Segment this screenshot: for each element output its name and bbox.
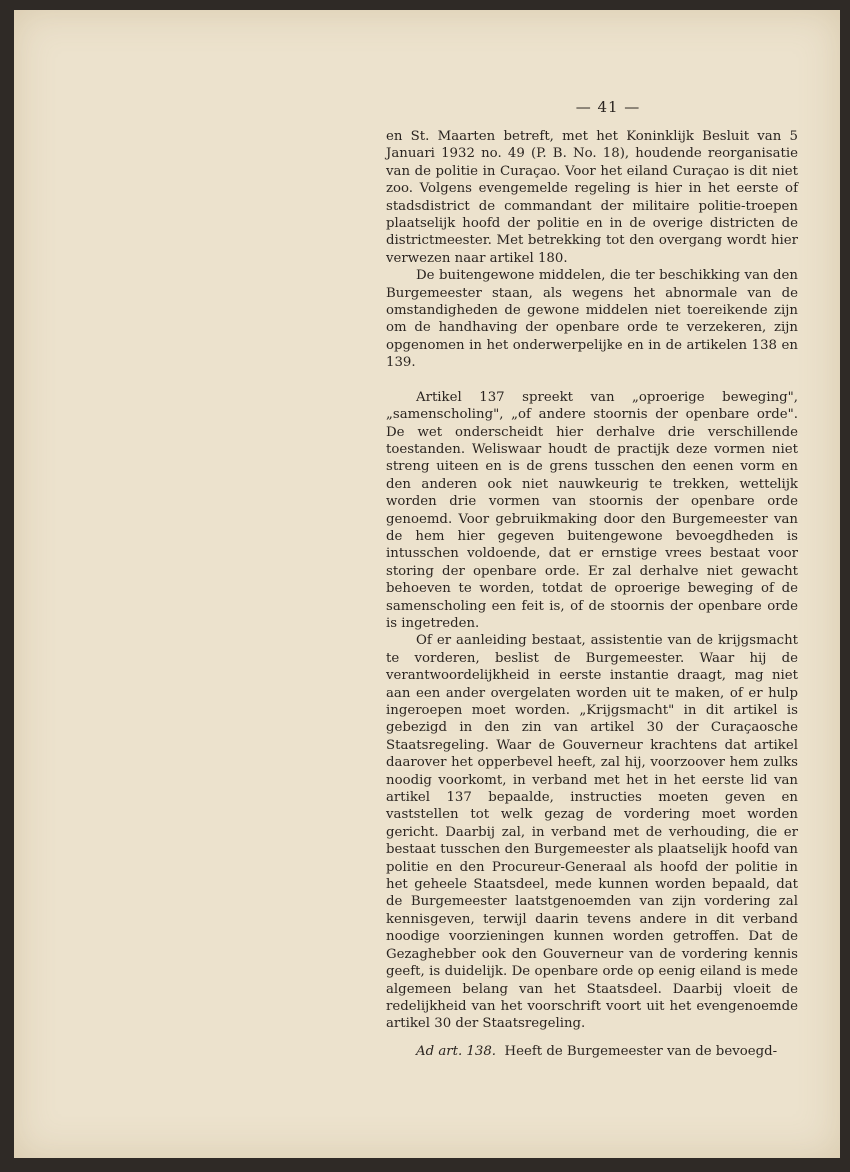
paragraph-3: Artikel 137 spreekt van „oproerige beweging", „samenscholing", „of andere stoornis der openbare orde". De wet onderscheidt hier derhalve drie verschillende toestanden. Weliswaar houdt de practijk deze vormen niet streng uiteen en is de grens tusschen den eenen vorm en den anderen ook niet nauwkeurig te trekken, wettelijk worden drie vormen van stoornis der openbare orde genoemd. Voor gebruikmaking door den Burgemeester van de hem hier gegeven buitengewone bevoegdheden is intusschen voldoende, dat er ernstige vrees bestaat voor storing der openbare orde. Er zal derhalve niet gewacht behoeven te worden, totdat de oproerige beweging of de samenscholing een feit is, of de stoornis der openbare orde is ingetreden. [386,389,798,631]
article-text: Heeft de Burgemeester van de bevoegd- [504,1043,778,1059]
paragraph-4: Of er aanleiding bestaat, assistentie van de krijgsmacht te vorderen, beslist de Burgemeester. Waar hij de verantwoordelijkheid in eerste instantie draagt, mag niet aan een ander overgelaten worden uit te maken, of er hulp ingeroepen moet worden. „Krijgsmacht" in dit artikel is gebezigd in den zin van artikel 30 der Curaçaosche Staatsregeling. Waar de Gouverneur krachtens dat artikel daarover het opperbevel heeft, zal hij, voorzoover hem zulks noodig voorkomt, in verband met het in het eerste lid van artikel 137 bepaalde, instructies moeten geven en vaststellen tot welk gezag de vordering moet worden gericht. Daarbij zal, in verband met de verhouding, die er bestaat tusschen den Burgemeester als plaatselijk hoofd van politie en den Procureur-Generaal als hoofd der politie in het geheele Staatsdeel, mede kunnen worden bepaald, dat de Burgemeester laatstgenoemden van zijn vordering zal kennisgeven, terwijl daarin tevens andere in dit verband noodige voorzieningen kunnen worden getroffen. Dat de Gezaghebber ook den Gouverneur van de vordering kennis geeft, is duidelijk. De openbare orde op eenig eiland is mede algemeen belang van het Staatsdeel. Daarbij vloeit de redelijkheid van het voorschrift voort uit het evengenoemde artikel 30 der Staatsregeling. [386,633,798,1032]
paragraph-2: De buitengewone middelen, die ter beschikking van den Burgemeester staan, als wegens het abnormale van de omstandigheden de gewone middelen niet toereikende zijn om de handhaving der openbare orde te verzekeren, zijn opgenomen in het onderwerpelijke en in de artikelen 138 en 139. [386,268,798,371]
article-label: Ad art. 138. [416,1043,497,1059]
paragraph-5 [386,1043,798,1060]
page-number: — 41 — [575,98,641,116]
paragraph-1: en St. Maarten betreft, met het Koninklijk Besluit van 5 Januari 1932 no. 49 (P. B. No. 18), houdende reorganisatie van de politie in Curaçao. Voor het eiland Curaçao is dit niet zoo. Volgens evengemelde regeling is hier in het eerste of stadsdistrict de commandant der militaire politie-troepen plaatselijk hoofd der politie en in de overige districten de districtmeester. Met betrekking tot den overgang wordt hier verwezen naar artikel 180. [386,129,798,266]
document-page [14,10,840,1158]
body-text [386,128,798,1060]
